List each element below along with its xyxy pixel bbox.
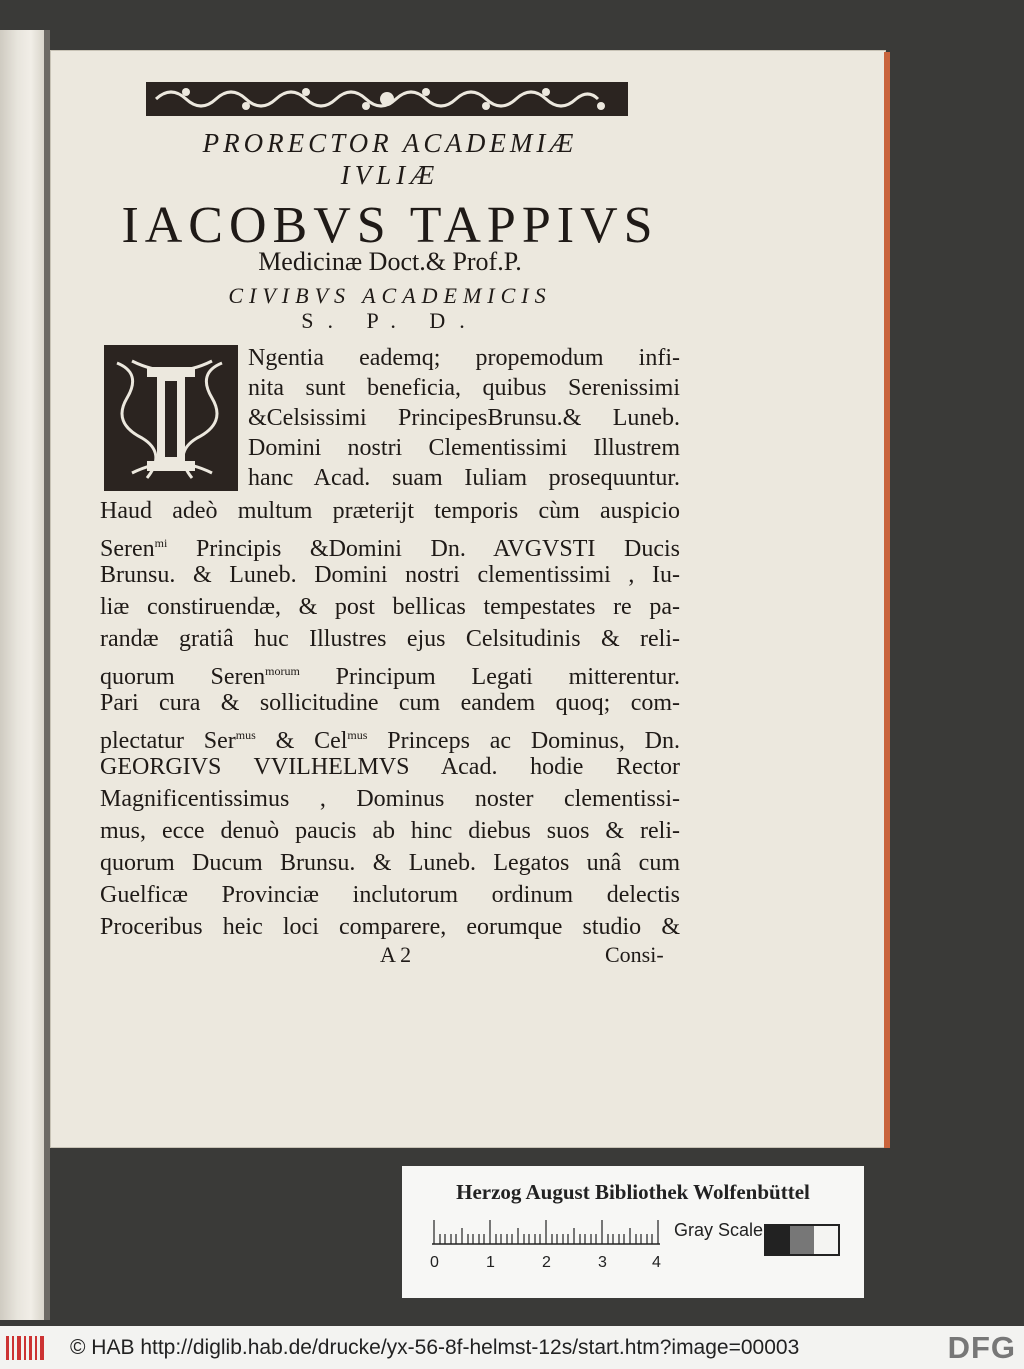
- text-line: randæ gratiâ huc Illustres ejus Celsitudinis & reli-: [100, 626, 680, 652]
- author-name: IACOBVS TAPPIVS: [121, 197, 659, 254]
- gray-scale-label: Gray Scale: [674, 1220, 764, 1240]
- author-title: Medicinæ Doct.& Prof.P.: [258, 247, 522, 276]
- text-line: mus, ecce denuò paucis ab hinc diebus suos & reli-: [100, 818, 680, 844]
- gray-scale-swatches: [764, 1224, 840, 1256]
- text-line: Ngentia eademq; propemodum infi-: [248, 345, 680, 371]
- text-line: GEORGIVS VVILHELMVS Acad. hodie Rector: [100, 754, 680, 780]
- signature-mark: A 2: [380, 942, 412, 967]
- ruler-number: 4: [652, 1254, 661, 1271]
- text-line: nita sunt beneficia, quibus Serenissimi: [248, 375, 680, 401]
- catchword: Consi-: [605, 942, 664, 967]
- page-edge: [884, 52, 890, 1148]
- library-name: Herzog August Bibliothek Wolfenbüttel: [456, 1180, 810, 1204]
- greeting: S. P. D.: [301, 308, 479, 333]
- text-line: liæ constiruendæ, & post bellicas tempestates re pa-: [100, 594, 680, 620]
- text-line: Domini nostri Clementissimi Illustrem: [248, 435, 680, 461]
- text-line: Seren$^{mi}$ Principis &Domini Dn. AVGVSTI Ducis: [100, 536, 680, 562]
- text-line: quorum Ducum Brunsu. & Luneb. Legatos unâ cum: [100, 850, 680, 876]
- text-line: Brunsu. & Luneb. Domini nostri clementissimi , Iu-: [100, 562, 680, 588]
- text-line: hanc Acad. suam Iuliam prosequuntur.: [248, 465, 680, 491]
- text-line: plectatur Ser$^{mus}$ & Cel$^{mus}$ Princeps ac Dominus, Dn.: [100, 728, 681, 754]
- text-line: Pari cura & sollicitudine cum eandem quoq; com-: [100, 690, 680, 716]
- text-line: Proceribus heic loci comparere, eorumque studio &: [100, 914, 680, 940]
- text-line: Guelficæ Provinciæ inclutorum ordinum delectis: [100, 882, 680, 908]
- ruler-number: 3: [598, 1254, 607, 1271]
- text-line: &Celsissimi PrincipesBrunsu.& Luneb.: [248, 405, 680, 431]
- ruler-scale: [432, 1220, 662, 1246]
- swatch-black: [766, 1226, 790, 1254]
- bleed-through: [680, 60, 880, 760]
- heading-iuliae: IVLIÆ: [340, 160, 440, 190]
- swatch-white: [814, 1226, 838, 1254]
- addressee: CIVIBVS ACADEMICIS: [228, 283, 552, 308]
- library-scale-label: [402, 1166, 864, 1298]
- footer-bar: [0, 1326, 1024, 1369]
- ruler-number: 2: [542, 1254, 551, 1271]
- heading-prorector: PRORECTOR ACADEMIÆ: [202, 128, 578, 158]
- ruler-number: 0: [430, 1254, 439, 1271]
- copyright-url[interactable]: © HAB http://diglib.hab.de/drucke/yx-56-8f-helmst-12s/start.htm?image=00003: [70, 1336, 800, 1359]
- ornament-band: [146, 78, 628, 120]
- barcode-icon: [6, 1336, 46, 1360]
- text-line: quorum Seren$^{morum}$ Principum Legati mitterentur.: [100, 664, 680, 690]
- text-line: Magnificentissimus , Dominus noster clementissi-: [100, 786, 680, 812]
- text-line: Haud adeò multum præterijt temporis cùm auspicio: [100, 498, 680, 524]
- decorated-initial: [102, 343, 240, 493]
- previous-page-edge: [0, 30, 44, 1320]
- dfg-logo: DFG: [947, 1330, 1016, 1365]
- swatch-gray: [790, 1226, 814, 1254]
- ruler-number: 1: [486, 1254, 495, 1271]
